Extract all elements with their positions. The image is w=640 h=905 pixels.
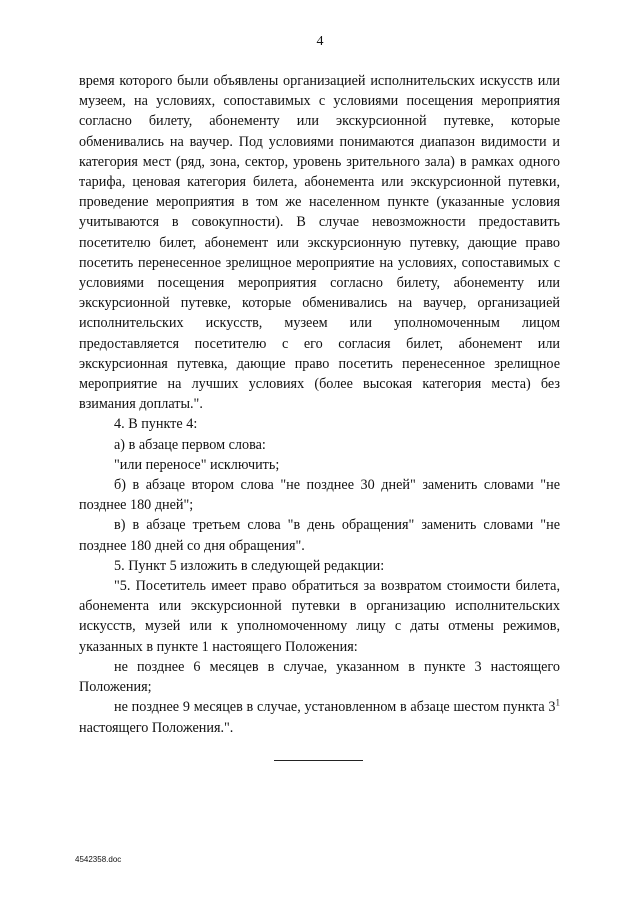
superscript-index: 1 [555,697,560,708]
paragraph-item-5: 5. Пункт 5 изложить в следующей редакции: [114,557,385,574]
paragraph-item-5-term-9-tail: настоящего Положения.". [79,719,234,736]
paragraph-item-4a: а) в абзаце первом слова: [114,436,266,453]
paragraph-item-4b: б) в абзаце втором слова "не позднее 30 дней" заменить словами "не позднее 180 дней"; [79,477,560,514]
paragraph-item-4: 4. В пункте 4: [114,416,198,433]
document-body [79,71,560,738]
paragraph-item-5-term-9 [79,697,560,737]
paragraph-item-5-term-6: не позднее 6 месяцев в случае, указанном в пункте 3 настоящего Положения; [79,658,560,696]
paragraph-item-4a-text: "или переносе" исключить; [114,456,280,473]
paragraph-continuation: время которого были объявлены организацией исполнительских искусств или музеем, на условиях, сопоставимых с условиями посещения мероприятия согласно билету, абонементу или экскурсионной путевке, которые обменивались на ваучер. Под условиями понимаются диапазон видимости и категория мест (ряд, зона, сектор, уровень зрительного зала) в рамках одного тарифа, ценовая категория билета, абонемента или экскурсионной путевки, проведение мероприятия в том же населенном пункте (указанные условия учитываются в совокупности). В случае невозможности предоставить посетителю билет, абонемент или экскурсионную путевку, дающие право посетить перенесенное зрелищное мероприятие на условиях, сопоставимых с условиями посещения мероприятия согласно билету, абонементу или экскурсионной путевке, которые обменивались на ваучер, организацией исполнительских искусств, музеем или уполномоченным лицом предоставляется посетителю с его согласия билет, абонемент или экскурсионная путевка, дающие право посетить перенесенное зрелищное мероприятие на лучших условиях (более высокая категория места) без взимания доплаты.". [79,73,560,413]
paragraph-item-5-text: "5. Посетитель имеет право обратиться за возвратом стоимости билета, абонемента или экскурсионной путевки в организацию исполнительских искусств, музей или к уполномоченному лицу с даты отмены режимов, указанных в пункте 1 настоящего Положения: [79,578,560,655]
paragraph-item-4c: в) в абзаце третьем слова "в день обращения" заменить словами "не позднее 180 дней со дня обращения". [79,517,560,554]
page-number: 4 [316,34,324,49]
footer-file-name: 4542358.doc [75,855,122,864]
paragraph-item-5-term-9-main: не позднее 9 месяцев в случае, установленном в абзаце шестом пункта 3 [114,699,556,716]
end-of-document-rule [274,760,363,761]
